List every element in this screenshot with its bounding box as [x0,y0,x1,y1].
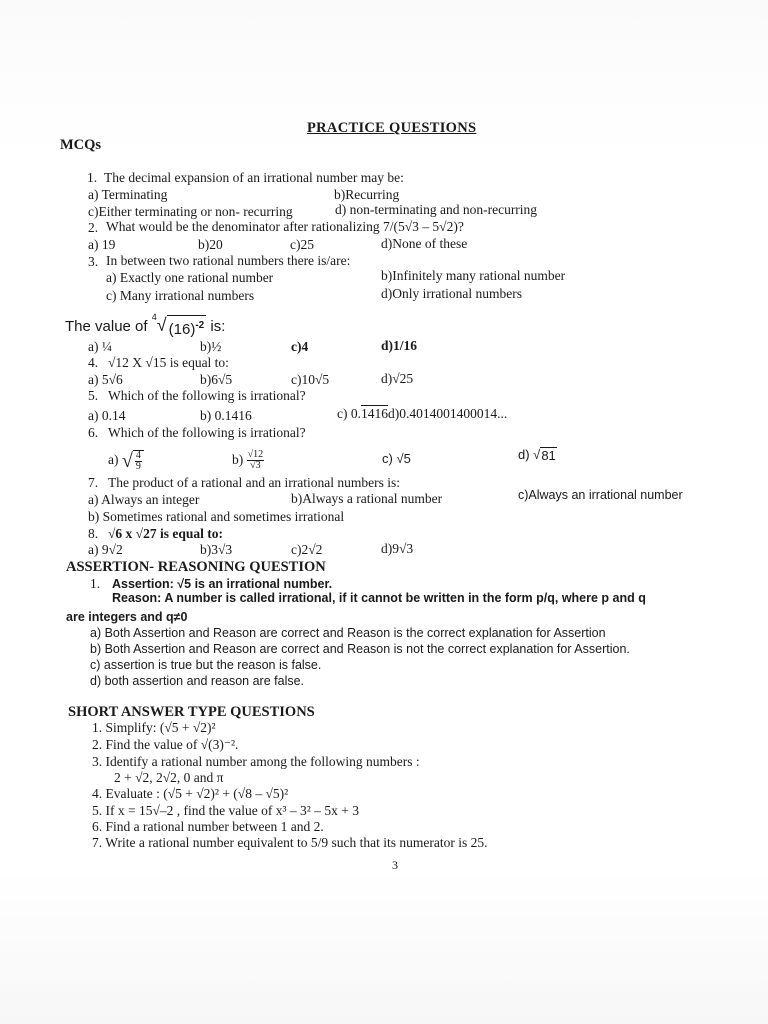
q2-option-c: c)25 [290,237,314,252]
qv-option-b: b)½ [200,339,222,354]
page-title: PRACTICE QUESTIONS [307,120,477,136]
q6-b-denominator: √3 [250,460,261,472]
q7-option-b: b)Always a rational number [291,491,443,506]
value-question-prefix: The value of [65,318,148,335]
q7-number: 7. [88,475,99,490]
q4-option-d: d)√25 [381,371,414,386]
sa-question-2: 2. Find the value of √(3)⁻². [92,737,239,752]
q6-text: Which of the following is irrational? [108,425,306,440]
mcq-heading: MCQs [60,137,102,153]
q2-option-d: d)None of these [381,236,468,251]
assertion-reasoning-heading: ASSERTION- REASONING QUESTION [66,559,326,575]
q5-text: Which of the following is irrational? [108,388,306,403]
q6-option-a: a) √ $\frac{4}{9}$ [108,448,144,473]
q6-b-numerator: √12 [247,449,264,461]
ar-assertion: Assertion: √5 is an irrational number. [112,577,333,591]
page-number: 3 [392,858,398,872]
qv-option-c: c)4 [291,339,309,354]
q7-option-c: c)Always an irrational number [518,488,683,502]
q5-option-d: d)0.4014001400014... [388,406,508,421]
radicand: (16) [168,320,196,338]
value-question [65,312,225,340]
q8-text: √6 x √27 is equal to: [108,526,223,541]
q8-option-a: a) 9√2 [88,542,123,557]
sa-question-4: 4. Evaluate : (√5 + √2)² + (√8 – √5)² [92,786,289,801]
q8-option-d: d)9√3 [381,541,414,556]
sa-question-7: 7. Write a rational number equivalent to 5/9 such that its numerator is 25. [92,835,488,850]
q6-option-d [518,447,557,464]
sa-question-5: 5. If x = 15√–2 , find the value of x³ – 3² – 5x + 3 [92,803,359,818]
q5-option-c-prefix: c) 0. [337,406,361,421]
sa-question-3-numbers: 2 + √2, 2√2, 0 and π [114,770,224,785]
sa-question-1: 1. Simplify: (√5 + √2)² [92,720,216,735]
q2-text: What would be the denominator after rationalizing 7/(5√3 – 5√2)? [106,219,464,234]
fourth-root-expression: $^4$√ $(16)^{-2}$ [151,312,205,338]
q2-option-b: b)20 [198,237,223,252]
root-index: 4 [151,312,157,322]
q1-option-a: a) Terminating [88,187,168,202]
sa-question-6: 6. Find a rational number between 1 and 2. [92,819,324,834]
q5-option-c-repeating: 1416 [361,406,388,421]
value-question-suffix: is: [210,318,226,335]
q6-number: 6. [88,425,99,440]
radicand-exponent: -2 [195,319,205,331]
qv-option-a: a) ¼ [88,339,112,354]
q1-option-d: d) non-terminating and non-recurring [335,202,538,217]
q4-option-c: c)10√5 [291,372,330,387]
ar-option-b: b) Both Assertion and Reason are correct and Reason is not the correct explanation for Assertion. [90,642,630,656]
q3-option-d: d)Only irrational numbers [381,286,522,301]
q4-text: √12 X √15 is equal to: [108,355,229,370]
q3-text: In between two rational numbers there is/are: [106,253,351,268]
q6-option-d-label: d) √ [518,447,541,462]
q6-option-b [232,448,264,472]
ar-reason-line-2: are integers and q≠0 [66,610,188,624]
q1-text: The decimal expansion of an irrational number may be: [104,170,404,185]
q7-option-a: a) Always an integer [88,492,200,507]
q3-number: 3. [88,254,99,269]
sa-question-3: 3. Identify a rational number among the following numbers : [92,754,420,769]
q6-a-numerator: 4 [135,449,141,461]
q5-option-b: b) 0.1416 [200,408,252,423]
q4-option-a: a) 5√6 [88,372,123,387]
ar-option-c: c) assertion is true but the reason is false. [90,658,322,672]
q4-option-b: b)6√5 [200,372,233,387]
q3-option-a: a) Exactly one rational number [106,270,274,285]
q7-option-d: b) Sometimes rational and sometimes irrational [88,509,345,524]
q2-option-a: a) 19 [88,237,116,252]
q6-option-b-label: b) [232,452,244,467]
q5-options-cd [337,406,507,422]
q6-a-denominator: 9 [135,460,141,472]
q8-option-c: c)2√2 [291,542,323,557]
q4-number: 4. [88,355,99,370]
q3-option-c: c) Many irrational numbers [106,288,255,303]
ar-option-d: d) both assertion and reason are false. [90,674,305,688]
q8-option-b: b)3√3 [200,542,233,557]
q3-option-b: b)Infinitely many rational number [381,268,566,283]
qv-option-d: d)1/16 [381,338,418,353]
q5-option-a: a) 0.14 [88,408,126,423]
q5-number: 5. [88,388,99,403]
q2-number: 2. [88,220,99,235]
q6-option-c: c) √5 [382,451,411,466]
short-answer-heading: SHORT ANSWER TYPE QUESTIONS [68,704,315,720]
ar-number: 1. [90,576,101,591]
q8-number: 8. [88,526,99,541]
q1-option-c: c)Either terminating or non- recurring [88,204,293,219]
q1-number: 1. [87,170,98,185]
q6-option-d-value: 81 [541,448,556,464]
ar-reason-line-1: Reason: A number is called irrational, if it cannot be written in the form p/q, where p and q [112,591,646,605]
ar-option-a: a) Both Assertion and Reason are correct and Reason is the correct explanation for Assertion [90,626,606,640]
q7-text: The product of a rational and an irrational numbers is: [108,475,401,490]
q6-option-a-label: a) [108,452,119,467]
q1-option-b: b)Recurring [334,187,400,202]
